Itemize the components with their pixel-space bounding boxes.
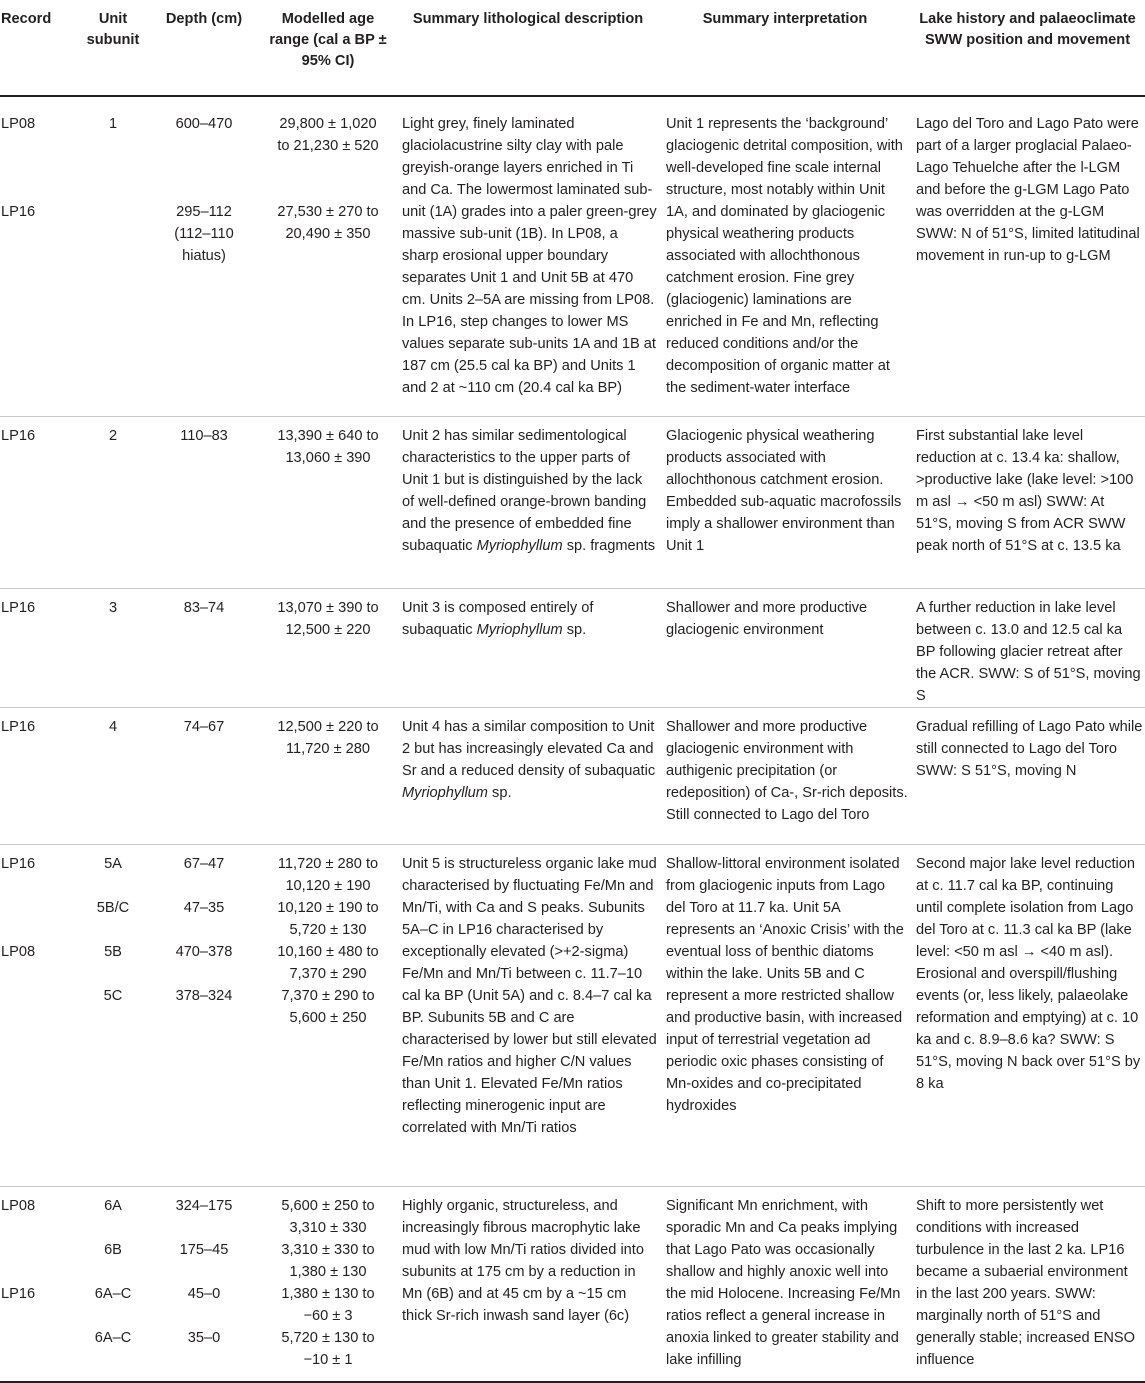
column-header-depth: Depth (cm) bbox=[148, 0, 260, 96]
record-cell bbox=[0, 96, 78, 416]
age-value: 5,600 ± 250 to bbox=[281, 1197, 375, 1214]
age-value: 5,600 ± 250 bbox=[289, 1009, 367, 1026]
depth-value: 67–47 bbox=[183, 855, 225, 872]
record-lp16: LP16 bbox=[1, 855, 36, 872]
unit-value: 6A–C bbox=[94, 1329, 132, 1346]
unit-value: 1 bbox=[108, 116, 118, 132]
age-value: 27,530 ± 270 to bbox=[277, 204, 379, 220]
column-header-age: Modelled age range (cal a BP ± 95% CI) bbox=[260, 0, 396, 96]
age-value: 1,380 ± 130 bbox=[289, 1263, 367, 1280]
age-cell bbox=[260, 844, 396, 1186]
lithology-text: Unit 3 is composed entirely of subaquatic bbox=[402, 599, 594, 638]
history-cell: First substantial lake level reduction at c. 13.4 ka: shallow, >productive lake (lake level: >100 m asl → <50 m asl) SWW: At 51°S, moving S from ACR SWW peak north of 51°S at c. 13.5 ka bbox=[910, 416, 1145, 588]
unit-value: 5C bbox=[103, 987, 123, 1004]
interpretation-cell: Shallower and more productive glaciogenic environment with authigenic precipitation (or redeposition) of Ca-, Sr-rich deposits. Still connected to Lago del Toro bbox=[660, 707, 910, 844]
depth-cell bbox=[148, 96, 260, 416]
depth-cell: 74–67 bbox=[148, 707, 260, 844]
taxon-name: Myriophyllum bbox=[476, 537, 563, 554]
record-lp16: LP16 bbox=[1, 1285, 36, 1302]
unit-value: 5B bbox=[104, 943, 122, 960]
record-lp16: LP16 bbox=[1, 204, 36, 220]
depth-value: 45–0 bbox=[187, 1285, 221, 1302]
depth-value: hiatus) bbox=[182, 248, 226, 264]
history-cell: A further reduction in lake level between c. 13.0 and 12.5 cal ka BP following glacier retreat after the ACR. SWW: S of 51°S, moving S bbox=[910, 588, 1145, 707]
age-value: 5,720 ± 130 bbox=[289, 921, 367, 938]
interpretation-cell: Glaciogenic physical weathering products associated with allochthonous catchment erosion. Embedded sub-aquatic macrofossils imply a shallower environment than Unit 1 bbox=[660, 416, 910, 588]
age-cell bbox=[260, 96, 396, 416]
lithology-suffix: sp. bbox=[566, 621, 587, 638]
depth-cell: 83–74 bbox=[148, 588, 260, 707]
interpretation-cell: Significant Mn enrichment, with sporadic Mn and Ca peaks implying that Lago Pato was occasionally shallow and highly anoxic well into the mid Holocene. Increasing Fe/Mn ratios reflect a general increase in anoxia linked to greater stability and lake infilling bbox=[660, 1186, 910, 1382]
record-cell: LP16 bbox=[0, 416, 78, 588]
record-cell bbox=[0, 844, 78, 1186]
age-value: 1,380 ± 130 to bbox=[281, 1285, 375, 1302]
depth-value: 47–35 bbox=[183, 899, 225, 916]
record-lp08: LP08 bbox=[1, 943, 36, 960]
depth-cell bbox=[148, 1186, 260, 1382]
history-cell: Lago del Toro and Lago Pato were part of a larger proglacial Palaeo-Lago Tehuelche after the l-LGM and before the g-LGM Lago Pato was overridden at the g-LGM SWW: N of 51°S, limited latitudinal movement in run-up to g-LGM bbox=[910, 96, 1145, 416]
depth-value: 324–175 bbox=[175, 1197, 233, 1214]
age-value: 10,120 ± 190 to bbox=[277, 899, 379, 916]
unit-cell bbox=[78, 1186, 148, 1382]
age-value: 3,310 ± 330 to bbox=[281, 1241, 375, 1258]
age-value: 3,310 ± 330 bbox=[289, 1219, 367, 1236]
lithology-cell: Unit 5 is structureless organic lake mud characterised by fluctuating Fe/Mn and Mn/Ti, with Ca and S peaks. Subunits 5A–C in LP16 characterised by exceptionally elevated (>+2-sigma) Fe/Mn and Mn/Ti between c. 11.7–10 cal ka BP (Unit 5A) and c. 8.4–7 cal ka BP. Subunits 5B and C are characterised by lower but still elevated Fe/Mn ratios and higher C/N values than Unit 1. Elevated Fe/Mn ratios reflecting minerogenic input are correlated with Mn/Ti ratios bbox=[396, 844, 660, 1186]
history-cell: Shift to more persistently wet conditions with increased turbulence in the last 2 ka. LP16 became a subaerial environment in the last 200 years. SWW: marginally north of 51°S and generally stable; increased ENSO influence bbox=[910, 1186, 1145, 1382]
table-row bbox=[0, 707, 1145, 844]
unit-cell bbox=[78, 844, 148, 1186]
column-header-history: Lake history and palaeoclimate SWW position and movement bbox=[910, 0, 1145, 96]
lithology-text: Unit 4 has a similar composition to Unit 2 but has increasingly elevated Ca and Sr and a reduced density of subaquatic bbox=[402, 718, 656, 779]
unit-value: 6A bbox=[104, 1197, 122, 1214]
unit-value: 6A–C bbox=[94, 1285, 132, 1302]
record-lp08: LP08 bbox=[1, 116, 36, 132]
history-cell: Second major lake level reduction at c. 11.7 cal ka BP, continuing until complete isolation from Lago del Toro at c. 11.3 cal ka BP (lake level: <50 m asl → <40 m asl). Erosional and overspill/flushing events (or, less likely, palaeolake reformation and emptying) at c. 10 ka and c. 8.9–8.6 ka? SWW: S 51°S, moving N back over 51°S by 8 ka bbox=[910, 844, 1145, 1186]
depth-value: 295–112 bbox=[176, 204, 232, 220]
column-header-unit: Unit subunit bbox=[78, 0, 148, 96]
record-cell bbox=[0, 1186, 78, 1382]
age-cell bbox=[260, 1186, 396, 1382]
table-row bbox=[0, 588, 1145, 707]
taxon-name: Myriophyllum bbox=[476, 621, 563, 638]
column-header-interpretation: Summary interpretation bbox=[660, 0, 910, 96]
taxon-name: Myriophyllum bbox=[402, 784, 488, 801]
record-cell: LP16 bbox=[0, 588, 78, 707]
interpretation-cell: Shallow-littoral environment isolated from glaciogenic inputs from Lago del Toro at 11.7 ka. Unit 5A represents an ‘Anoxic Crisis’ with the eventual loss of benthic diatoms within the lake. Units 5B and C represent a more restricted shallow and productive basin, with increased input of terrestrial vegetation ad periodic oxic phases consisting of Mn-oxides and co-precipitated hydroxides bbox=[660, 844, 910, 1186]
unit-value: 6B bbox=[104, 1241, 122, 1258]
age-value: 5,720 ± 130 to bbox=[281, 1329, 375, 1346]
lithology-text: Unit 2 has similar sedimentological characteristics to the upper parts of Unit 1 but is distinguished by the lack of well-defined orange-brown banding and the presence of embedded fine subaquatic bbox=[402, 427, 647, 554]
depth-value: 600–470 bbox=[175, 116, 233, 132]
lithology-cell bbox=[396, 416, 660, 588]
age-value: 7,370 ± 290 to bbox=[281, 987, 375, 1004]
depth-value: 470–378 bbox=[175, 943, 233, 960]
table-row bbox=[0, 844, 1145, 1186]
record-lp08: LP08 bbox=[1, 1197, 36, 1214]
lithology-cell: Light grey, finely laminated glaciolacustrine silty clay with pale greyish-orange layers enriched in Ti and Ca. The lowermost laminated sub-unit (1A) grades into a paler green-grey massive sub-unit (1B). In LP08, a sharp erosional upper boundary separates Unit 1 and Unit 5B at 470 cm. Units 2–5A are missing from LP08. In LP16, step changes to lower MS values separate sub-units 1A and 1B at 187 cm (25.5 cal ka BP) and Units 1 and 2 at ~110 cm (20.4 cal ka BP) bbox=[396, 96, 660, 416]
unit-value: 5A bbox=[104, 855, 122, 872]
unit-value: 5B/C bbox=[96, 899, 130, 916]
depth-cell: 110–83 bbox=[148, 416, 260, 588]
lithology-cell: Highly organic, structureless, and increasingly fibrous macrophytic lake mud with low Mn/Ti ratios divided into subunits at 175 cm by a reduction in Mn (6B) and at 45 cm by a ~15 cm thick Sr-rich inwash sand layer (6c) bbox=[396, 1186, 660, 1382]
age-value: 20,490 ± 350 bbox=[285, 226, 371, 242]
depth-value: (112–110 bbox=[174, 226, 234, 242]
depth-value: 378–324 bbox=[175, 987, 233, 1004]
unit-cell: 2 bbox=[78, 416, 148, 588]
table-row bbox=[0, 96, 1145, 416]
depth-value: 175–45 bbox=[179, 1241, 229, 1258]
lithology-cell bbox=[396, 707, 660, 844]
table-row bbox=[0, 416, 1145, 588]
age-value: 10,120 ± 190 bbox=[285, 877, 371, 894]
age-value: to 21,230 ± 520 bbox=[277, 138, 379, 154]
table-header-row bbox=[0, 0, 1145, 96]
age-value: −10 ± 1 bbox=[303, 1351, 353, 1368]
unit-cell: 4 bbox=[78, 707, 148, 844]
interpretation-cell: Unit 1 represents the ‘background’ glaciogenic detrital composition, with well-developed fine scale internal structure, most notably within Unit 1A, and dominated by glaciogenic physical weathering products associated with allochthonous catchment erosion. Fine grey (glaciogenic) laminations are enriched in Fe and Mn, reflecting reduced conditions and/or the decomposition of organic matter at the sediment-water interface bbox=[660, 96, 910, 416]
age-value: 29,800 ± 1,020 bbox=[279, 116, 377, 132]
unit-cell bbox=[78, 96, 148, 416]
lithology-suffix: sp. fragments bbox=[566, 537, 656, 554]
age-value: 10,160 ± 480 to bbox=[277, 943, 379, 960]
depth-cell bbox=[148, 844, 260, 1186]
lithology-suffix: sp. bbox=[492, 784, 512, 801]
record-cell: LP16 bbox=[0, 707, 78, 844]
age-value: −60 ± 3 bbox=[303, 1307, 353, 1324]
column-header-record: Record bbox=[0, 0, 78, 96]
interpretation-cell: Shallower and more productive glaciogenic environment bbox=[660, 588, 910, 707]
table-row bbox=[0, 1186, 1145, 1382]
depth-value: 35–0 bbox=[187, 1329, 221, 1346]
age-cell: 13,070 ± 390 to 12,500 ± 220 bbox=[260, 588, 396, 707]
history-cell: Gradual refilling of Lago Pato while still connected to Lago del Toro SWW: S 51°S, moving N bbox=[910, 707, 1145, 844]
column-header-lithology: Summary lithological description bbox=[396, 0, 660, 96]
unit-cell: 3 bbox=[78, 588, 148, 707]
age-value: 7,370 ± 290 bbox=[289, 965, 367, 982]
age-cell: 12,500 ± 220 to 11,720 ± 280 bbox=[260, 707, 396, 844]
age-cell: 13,390 ± 640 to 13,060 ± 390 bbox=[260, 416, 396, 588]
age-value: 11,720 ± 280 to bbox=[277, 855, 379, 872]
lithology-cell bbox=[396, 588, 660, 707]
